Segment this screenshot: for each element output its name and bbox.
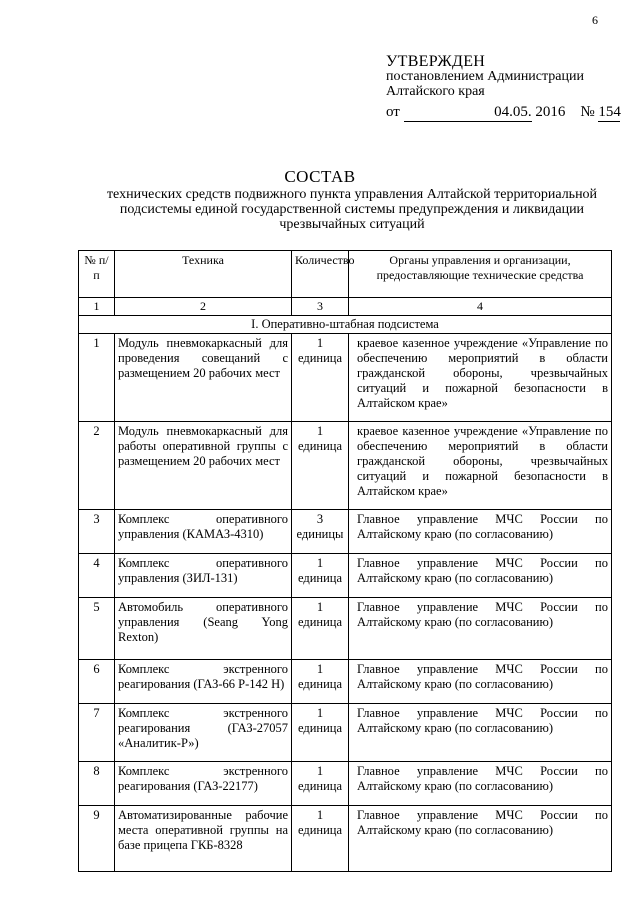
section-title: I. Оперативно-штабная подсистема xyxy=(79,316,612,334)
table-header-row xyxy=(79,251,612,298)
table-row xyxy=(79,598,612,660)
row-qty: 1 единица xyxy=(292,806,349,872)
row-tech: Модуль пневмокаркасный для проведения совещаний с размещением 20 рабочих мест xyxy=(115,334,292,422)
table-row xyxy=(79,704,612,762)
approval-title: УТВЕРЖДЕН xyxy=(386,53,486,70)
row-org: Главное управление МЧС России по Алтайскому краю (по согласованию) xyxy=(349,598,612,660)
table-row xyxy=(79,806,612,872)
row-num: 4 xyxy=(79,554,115,598)
row-num: 2 xyxy=(79,422,115,510)
approval-date: 04.05. xyxy=(404,104,532,122)
col-number: 1 xyxy=(79,298,115,316)
from-label: от xyxy=(386,104,400,120)
approval-line-1: постановлением Администрации xyxy=(386,69,584,84)
row-tech: Комплекс оперативного управления (КАМАЗ-4310) xyxy=(115,510,292,554)
row-tech: Автоматизированные рабочие места оперативной группы на базе прицепа ГКБ-8328 xyxy=(115,806,292,872)
row-num: 9 xyxy=(79,806,115,872)
row-num: 3 xyxy=(79,510,115,554)
row-num: 5 xyxy=(79,598,115,660)
row-qty: 1 единица xyxy=(292,422,349,510)
row-org: Главное управление МЧС России по Алтайскому краю (по согласованию) xyxy=(349,554,612,598)
row-org: Главное управление МЧС России по Алтайскому краю (по согласованию) xyxy=(349,660,612,704)
row-tech: Модуль пневмокаркасный для работы оперативной группы с размещением 20 рабочих мест xyxy=(115,422,292,510)
row-num: 6 xyxy=(79,660,115,704)
approval-block xyxy=(386,54,584,99)
col-number: 2 xyxy=(115,298,292,316)
document-subtitle: технических средств подвижного пункта управления Алтайской территориальной подсистемы единой государственной системы предупреждения и ликвидации чрезвычайных ситуаций xyxy=(106,187,598,232)
row-org: Главное управление МЧС России по Алтайскому краю (по согласованию) xyxy=(349,806,612,872)
header-tech: Техника xyxy=(115,251,292,298)
row-qty: 1 единица xyxy=(292,334,349,422)
row-qty: 1 единица xyxy=(292,598,349,660)
row-org: Главное управление МЧС России по Алтайскому краю (по согласованию) xyxy=(349,510,612,554)
header-num: № п/п xyxy=(79,251,115,298)
approval-year: 2016 xyxy=(535,104,566,120)
table-row xyxy=(79,510,612,554)
row-qty: 3 единицы xyxy=(292,510,349,554)
equipment-table xyxy=(78,250,612,872)
number-sign: № xyxy=(580,104,595,120)
row-num: 8 xyxy=(79,762,115,806)
row-org: Главное управление МЧС России по Алтайскому краю (по согласованию) xyxy=(349,762,612,806)
row-qty: 1 единица xyxy=(292,762,349,806)
table-row xyxy=(79,334,612,422)
column-number-row xyxy=(79,298,612,316)
row-num: 1 xyxy=(79,334,115,422)
document-title: СОСТАВ xyxy=(284,167,356,186)
header-qty: Количество xyxy=(292,251,349,298)
section-row xyxy=(79,316,612,334)
col-number: 4 xyxy=(349,298,612,316)
row-org: краевое казенное учреждение «Управление по обеспечению мероприятий в области гражданской обороны, чрезвычайных ситуаций и пожарной безопасности в Алтайском крае» xyxy=(349,422,612,510)
table-row xyxy=(79,660,612,704)
approval-number: 154 xyxy=(598,104,621,120)
row-tech: Комплекс экстренного реагирования (ГАЗ-22177) xyxy=(115,762,292,806)
approval-line-2: Алтайского края xyxy=(386,84,485,99)
row-qty: 1 единица xyxy=(292,704,349,762)
approval-date-line xyxy=(386,104,620,122)
header-org: Органы управления и организации, предоставляющие технические средства xyxy=(349,251,612,298)
table-row xyxy=(79,762,612,806)
row-qty: 1 единица xyxy=(292,554,349,598)
row-qty: 1 единица xyxy=(292,660,349,704)
table-row xyxy=(79,422,612,510)
row-tech: Комплекс экстренного реагирования (ГАЗ-66 Р-142 Н) xyxy=(115,660,292,704)
row-tech: Комплекс оперативного управления (ЗИЛ-131) xyxy=(115,554,292,598)
col-number: 3 xyxy=(292,298,349,316)
row-org: краевое казенное учреждение «Управление по обеспечению мероприятий в области гражданской обороны, чрезвычайных ситуаций и пожарной безопасности в Алтайском крае» xyxy=(349,334,612,422)
row-org: Главное управление МЧС России по Алтайскому краю (по согласованию) xyxy=(349,704,612,762)
row-num: 7 xyxy=(79,704,115,762)
row-tech: Автомобиль оперативного управления (Seang Yong Rexton) xyxy=(115,598,292,660)
page-number: 6 xyxy=(592,13,598,27)
row-tech: Комплекс экстренного реагирования (ГАЗ-27057 «Аналитик-Р») xyxy=(115,704,292,762)
table-row xyxy=(79,554,612,598)
